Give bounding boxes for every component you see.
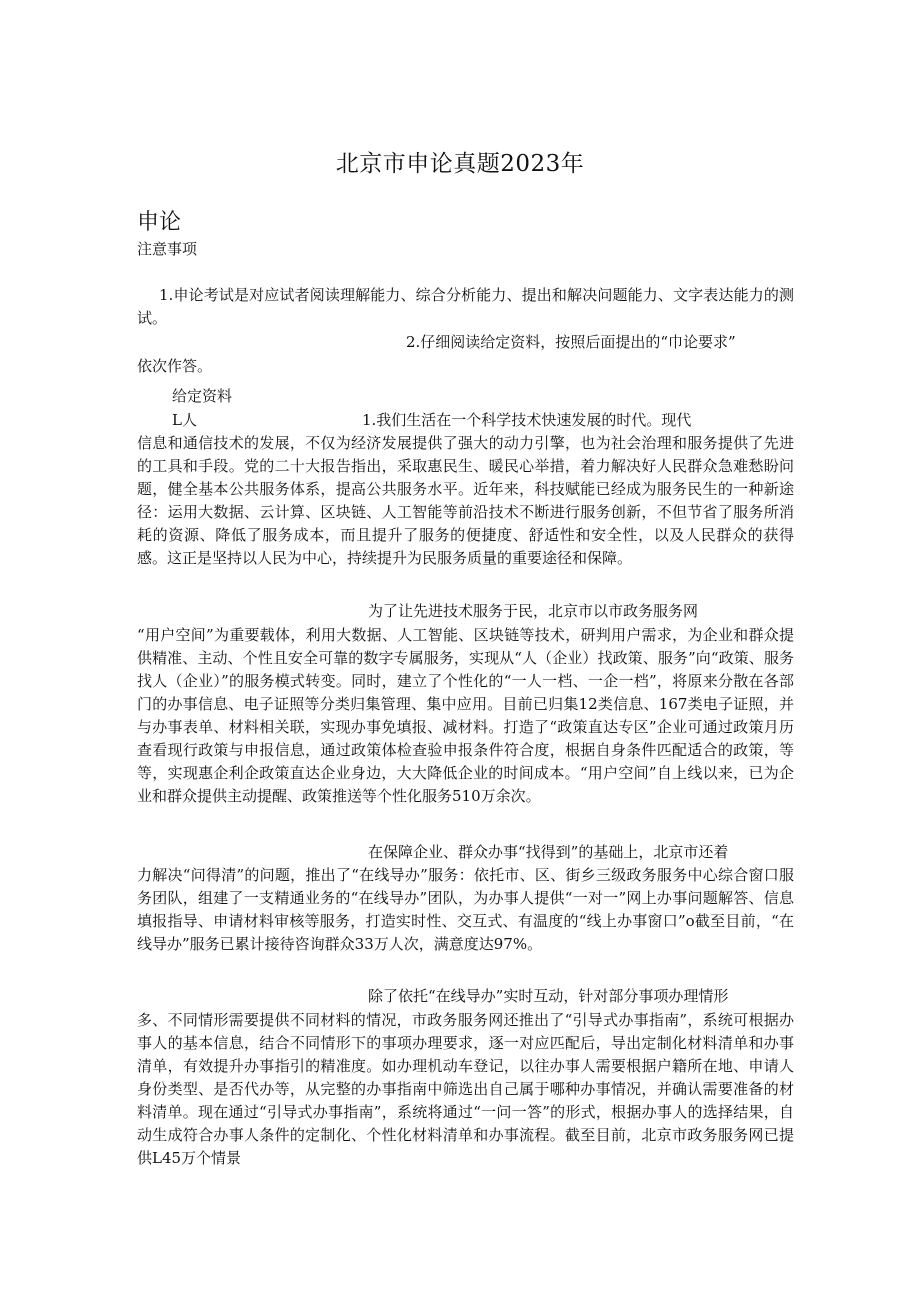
material-label: L人	[172, 411, 197, 429]
document-title: 北京市申论真题2023年	[335, 151, 585, 177]
paragraph-2-body: “用户空间”为重要载体，利用大数据、人工智能、区块链等技术，研判用户需求，为企业和群众提供精准、主动、个性且安全可靠的数字专属服务，实现从“人（企业）找政策、服务”向“政策、服务找人（企业）”的服务模式转变。同时，建立了个性化的“一人一档、一企一档”，将原来分散在各部门的办事信息、电子证照等分类归集管理、集中应用。目前已归集12类信息、167类电子证照，并与办事表单、材料相关联，实现办事免填报、减材料。打造了“政策直达专区”企业可通过政策月历查看现行政策与申报信息，通过政策体检查验申报条件符合度，根据自身条件匹配适合的政策，等等，实现惠企利企政策直达企业身边，大大降低企业的时间成本。“用户空间”自上线以来，已为企业和群众提供主动提醒、政策推送等个性化服务510万余次。	[137, 626, 794, 805]
paragraph-3-body: 力解决“问得清”的问题，推出了“在线导办”服务：依托市、区、街乡三级政务服务中心综合窗口服务团队，组建了一支精通业务的“在线导办”团队，为办事人提供“一对一”网上办事问题解答、信息填报指导、申请材料审核等服务，打造实时性、交互式、有温度的“线上办事窗口”o截至目前，“在线导办”服务已累计接待咨询群众33万人次，满意度达97%。	[137, 866, 794, 953]
paragraph-3-first-line: 在保障企业、群众办事“找得到”的基础上，北京市还着	[368, 843, 729, 861]
paragraph-4-body: 多、不同情形需要提供不同材料的情况，市政务服务网还推出了“引导式办事指南”，系统可根据办事人的基本信息，结合不同情形下的事项办理要求，逐一对应匹配后，导出定制化材料清单和办事清单，有效提升办事指引的精准度。如办理机动车登记，以往办事人需要根据户籍所在地、申请人身份类型、是否代办等，从完整的办事指南中筛选出自己属于哪种办事情况，并确认需要准备的材料清单。现在通过“引导式办事指南”，系统将通过“一问一答”的形式，根据办事人的选择结果，自动生成符合办事人条件的定制化、个性化材料清单和办事流程。截至目前，北京市政务服务网已提供L45万个情景	[137, 1011, 794, 1167]
paragraph-1-first-line: 1.我们生活在一个科学技术快速发展的时代。现代	[362, 411, 692, 429]
paragraph-4-first-line: 除了依托“在线导办”实时互动，针对部分事项办理情形	[368, 987, 729, 1005]
notice-item-2-line2: 依次作答。	[137, 357, 213, 375]
paragraph-2-first-line: 为了让先进技术服务于民，北京市以市政务服务网	[368, 602, 699, 620]
notice-item-2-line1: 2.仔细阅读给定资料，按照后面提出的“巾论要求”	[406, 333, 736, 351]
notice-item-1: 1.申论考试是对应试者阅读理解能力、综合分析能力、提出和解决问题能力、文字表达能力的测试。	[137, 286, 794, 327]
paragraph-1-body: 信息和通信技术的发展，不仅为经济发展提供了强大的动力引擎，也为社会治理和服务提供了先进的工具和手段。党的二十大报告指出，采取惠民生、暖民心举措，着力解决好人民群众急难愁盼问题，健全基本公共服务体系，提高公共服务水平。近年来，科技赋能已经成为服务民生的一种新途径：运用大数据、云计算、区块链、人工智能等前沿技术不断进行服务创新，不但节省了服务所消耗的资源、降低了服务成本，而且提升了服务的便捷度、舒适性和安全性，以及人民群众的获得感。这正是坚持以人民为中心，持续提升为民服务质量的重要途径和保障。	[137, 434, 794, 567]
materials-heading: 给定资料	[172, 387, 233, 405]
notice-heading: 注意事项	[137, 240, 198, 258]
exam-subject-heading: 申论	[137, 210, 182, 235]
